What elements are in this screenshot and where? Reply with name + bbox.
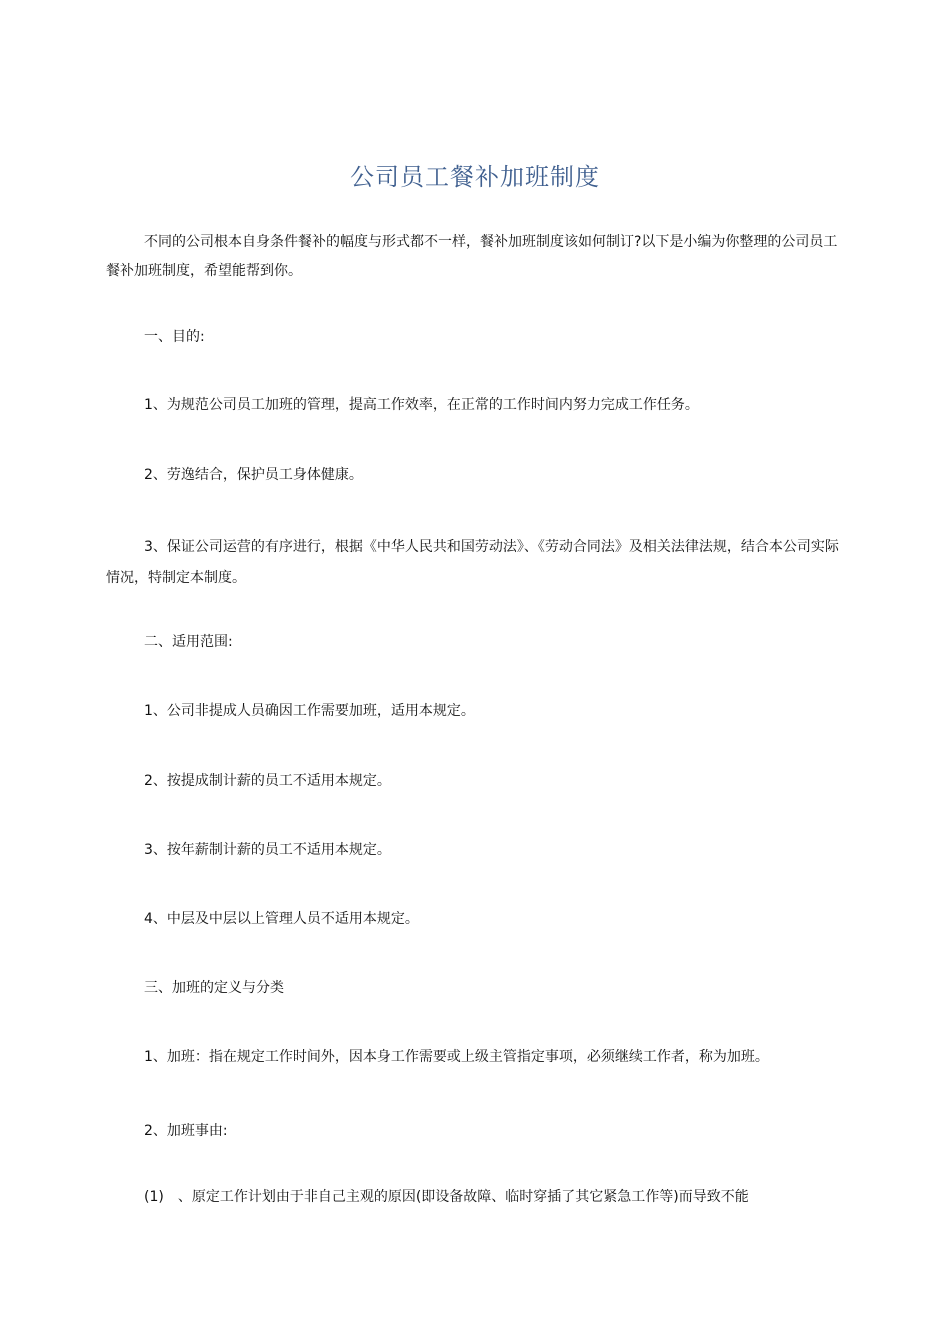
section-heading-scope: 二、适用范围: [144, 634, 233, 650]
purpose-item-1: 1、为规范公司员工加班的管理，提高工作效率，在正常的工作时间内努力完成工作任务。 [144, 397, 699, 413]
definition-item-2-sub-1: (1) 、原定工作计划由于非自己主观的原因(即设备故障、临时穿插了其它紧急工作等)而导致不能 [144, 1189, 749, 1205]
section-heading-definition: 三、加班的定义与分类 [144, 980, 284, 996]
section-heading-purpose: 一、目的: [144, 329, 205, 345]
scope-item-1: 1、公司非提成人员确因工作需要加班，适用本规定。 [144, 703, 475, 719]
scope-item-2: 2、按提成制计薪的员工不适用本规定。 [144, 773, 391, 789]
purpose-item-3: 3、保证公司运营的有序进行，根据《中华人民共和国劳动法》、《劳动合同法》及相关法律法规，结合本公司实际情况，特制定本制度。 [106, 539, 839, 586]
intro-paragraph: 不同的公司根本自身条件餐补的幅度与形式都不一样，餐补加班制度该如何制订?以下是小编为你整理的公司员工餐补加班制度，希望能帮到你。 [106, 234, 838, 279]
scope-item-4: 4、中层及中层以上管理人员不适用本规定。 [144, 911, 419, 927]
document-title: 公司员工餐补加班制度 [350, 163, 600, 191]
purpose-item-2: 2、劳逸结合，保护员工身体健康。 [144, 467, 363, 483]
scope-item-3: 3、按年薪制计薪的员工不适用本规定。 [144, 842, 391, 858]
definition-item-1: 1、加班：指在规定工作时间外，因本身工作需要或上级主管指定事项，必须继续工作者，称为加班。 [144, 1049, 769, 1065]
definition-item-2: 2、加班事由: [144, 1123, 228, 1139]
